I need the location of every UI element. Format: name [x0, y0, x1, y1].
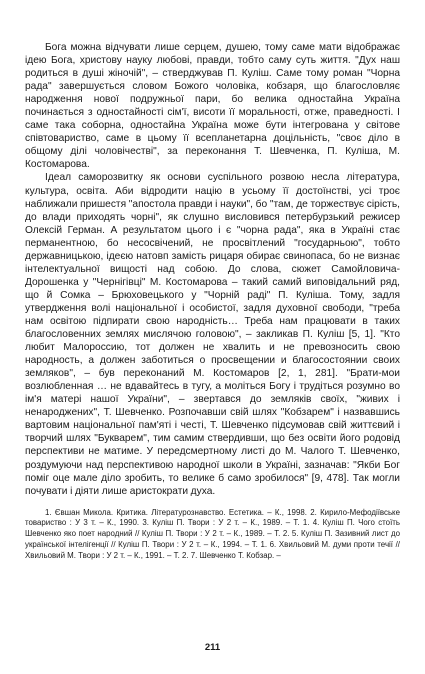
page-number: 211: [204, 642, 221, 653]
main-text: [25, 41, 400, 498]
footnotes: [25, 508, 400, 562]
paragraph-1: Бога можна відчувати лише серцем, душею, тому саме мати відображає ідею Бога, христову науку любові, правди, тобто саму суть життя. "Дух наш родиться в душі жіночій", – стверджував П. Куліш. Саме тому роман "Чорна рада" завершується словом Божого чоловіка, кобзаря, що благословляє народження нової подружньої пари, бо велика одностайна Україна починається з одностайності сім'ї, висоти її моральності, отже, праведності. І саме така соборна, одностайна Україна може бути інтегрована у світове співтовариство, саме в цьому її всепланетарна доцільність, "своє діло в общому ділі чоловічестві", за переконання Т. Шевченка, П. Куліша, М. Костомарова.: [25, 42, 400, 171]
paragraph-2: Ідеал саморозвитку як основи суспільного розвою несла література, культура, освіта. Аби відродити націю в усьому її достоїнстві, усі троє наближали пришестя "апостола правди і науки", бо "там, де торжествує сірість, до влади приходять чорні", як слушно висловився петербурзький режисер Олексій Герман. А результатом цього і є "чорна рада", яка в Україні стає перманентною, бо несосвічений, не просвітлений "государньою", тобто державницькою, ідеєю натовп замість рицаря обирає свинопаса, бо не визнає інтелектуальної вищості над собою. До слова, сюжет Самойловича-Дорошенка у "Чернігівці" М. Костомарова – такий самий виповідальний ряд, що й Сомка – Брюховецького у "Чорній раді" П. Куліша. Тому, задля утвердження волі національної і особистої, задля духовної свободи, "треба нам освітою підпирати свою народність… Треба нам працювати в таких благословенних землях мислячою головою", – закликав П. Куліш [5, 1]. "Кто любит Малороссию, тот должен не хвалить и не превозносить свою народность, а должен заботиться о просвещении и благосостоянии своих земляков", – був переконаний М. Костомаров [2, 1, 281]. "Брати-мои возлюбленная … не вдавайтесь в тугу, а моліться Богу і трудіться розумно во ім'я матері нашої України", – звертався до земляків своїх, "живих і ненароджених", Т. Шевченко. Розпочавши свій шлях "Кобзарем" і назвавшись вартовим національної пам'яті і честі, Т. Шевченко підсумовав свій життєвий і творчий шлях "Букварем", тим самим ствердивши, що без освіти його родовід перспективи не матиме. У передсмертному листі до М. Чалого Т. Шевченко, роздумуючи над перспективою народної школи в Україні, зазначав: "Якби Бог поміг оце мале діло зробить, то велике б само зробилося" [9, 478]. Так могли почувати і діяти лише аристократи духа.: [25, 172, 400, 497]
footnote-text: 1. Євшан Микола. Критика. Літературознавство. Естетика. – К., 1998. 2. Кирило-Мефодіївське товариство : У 3 т. – К., 1990. 3. Куліш П. Твори : У 2 т. – К., 1989. – Т. 1. 4. Куліш П. Чого стоїть Шевченко яко поет народний // Куліш П. Твори : У 2 т. – К., 1989. – Т. 2. 5. Куліш П. Зазивний лист до української інтелігенції // Куліш П. Твори : У 2 т. – К., 1994. – Т. 1. 6. Хвильовий М. думи проти течії // Хвильовий М. Твори : У 2 т. – К., 1991. – Т. 2. 7. Шевченко Т. Кобзар. –: [25, 507, 400, 560]
